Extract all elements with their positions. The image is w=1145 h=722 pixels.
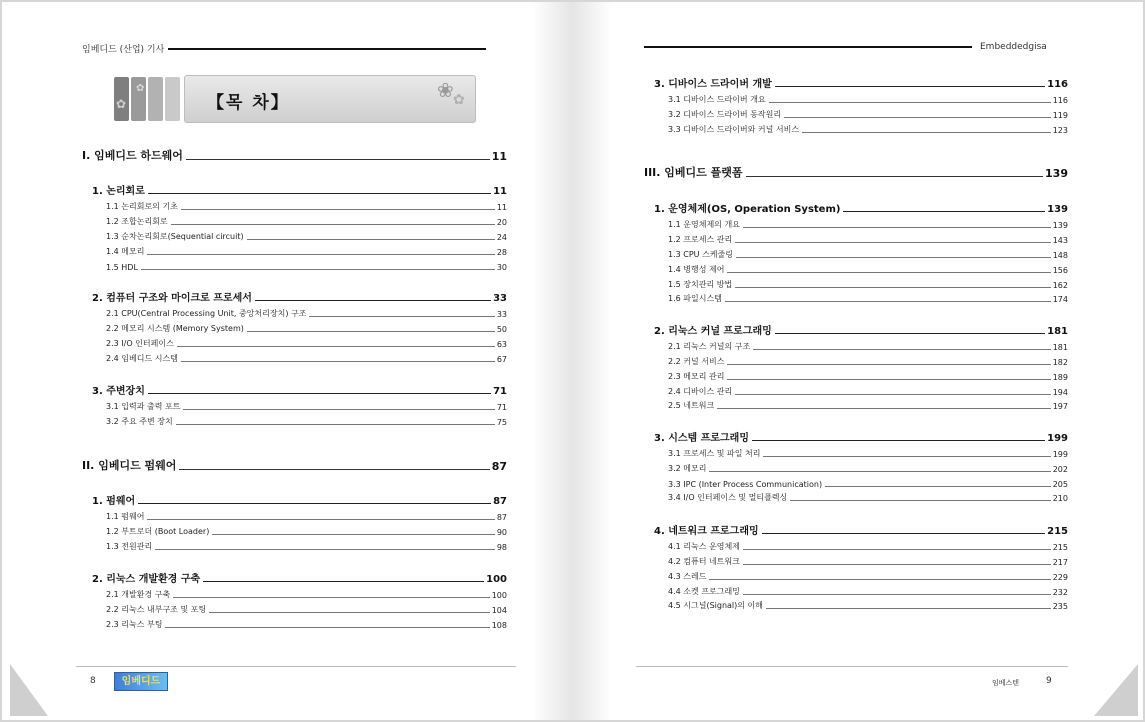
toc-entry-page: 215 [1052, 543, 1068, 552]
toc-entry-sec[interactable] [106, 619, 507, 630]
book-spread [2, 2, 1143, 720]
toc-leader-line [843, 211, 1045, 212]
running-head-rule [168, 48, 486, 50]
toc-entry-page: 139 [1052, 221, 1068, 230]
toc-leader-line [181, 209, 495, 210]
footer-rule [636, 666, 1068, 667]
toc-entry-title: 3. 디바이스 드라이버 개발 [654, 79, 772, 90]
toc-leader-line [147, 519, 494, 520]
toc-banner [112, 75, 476, 123]
toc-leader-line [148, 193, 491, 194]
toc-entry-sec[interactable] [106, 353, 507, 364]
toc-entry-sec[interactable] [668, 400, 1068, 411]
toc-entry-title: 1.1 운영체제의 개요 [668, 220, 740, 229]
toc-leader-line [709, 579, 1050, 580]
toc-entry-title: 1. 펌웨어 [92, 496, 136, 507]
toc-entry-title: 1.3 전원관리 [106, 542, 153, 551]
toc-entry-page: 116 [1052, 96, 1068, 105]
toc-entry-title: 3.1 입력과 출력 포트 [106, 402, 181, 411]
toc-entry-sec[interactable] [106, 541, 507, 552]
toc-entry-title: 1.6 파일시스템 [668, 294, 722, 303]
toc-leader-line [784, 117, 1051, 118]
toc-leader-line [147, 254, 494, 255]
toc-entry-page: 181 [1052, 343, 1068, 352]
toc-entry-page: 215 [1047, 526, 1068, 537]
toc-leader-line [743, 594, 1051, 595]
toc-leader-line [746, 176, 1044, 177]
toc-entry-part[interactable] [644, 166, 1068, 180]
toc-entry-title: 4.4 소켓 프로그래밍 [668, 587, 740, 596]
toc-entry-title: 2.3 리눅스 부팅 [106, 620, 163, 629]
toc-entry-title: 3.1 디바이스 드라이버 개요 [668, 95, 766, 104]
toc-entry-title: 2.4 디바이스 관리 [668, 387, 733, 396]
running-head-text: Embeddedgisa [980, 42, 1047, 52]
toc-entry-sec[interactable] [668, 264, 1068, 275]
toc-leader-line [171, 224, 495, 225]
toc-leader-line [177, 346, 495, 347]
toc-leader-line [775, 333, 1045, 334]
toc-leader-line [176, 424, 495, 425]
toc-entry-page: 30 [496, 263, 507, 272]
toc-entry-sec[interactable] [668, 94, 1068, 105]
toc-entry-sec[interactable] [106, 216, 507, 227]
toc-entry-sec[interactable] [668, 371, 1068, 382]
toc-leader-line [138, 503, 491, 504]
banner-tab [148, 77, 163, 121]
toc-entry-page: 104 [491, 606, 507, 615]
toc-entry-title: 1.2 프로세스 관리 [668, 235, 733, 244]
toc-entry-title: 3.3 IPC (Inter Process Communication) [668, 480, 823, 489]
toc-entry-sec[interactable] [668, 600, 1068, 611]
toc-entry-page: 143 [1052, 236, 1068, 245]
toc-entry-chap[interactable] [654, 324, 1068, 337]
toc-entry-title: 4.1 리눅스 운영체제 [668, 542, 740, 551]
toc-title-bar [184, 75, 476, 123]
toc-entry-title: 1. 운영체제(OS, Operation System) [654, 204, 841, 215]
toc-leader-line [752, 440, 1045, 441]
flower-icon: ❀ [437, 78, 454, 102]
toc-leader-line [173, 597, 490, 598]
toc-entry-sec[interactable] [106, 338, 507, 349]
toc-entry-sec[interactable] [668, 386, 1068, 397]
toc-entry-page: 87 [491, 460, 507, 473]
toc-leader-line [141, 269, 495, 270]
banner-tab [165, 77, 180, 121]
toc-leader-line [709, 471, 1050, 472]
toc-entry-page: 24 [496, 233, 507, 242]
toc-entry-page: 11 [493, 186, 507, 197]
toc-entry-page: 217 [1052, 558, 1068, 567]
toc-entry-title: 1.5 HDL [106, 263, 138, 272]
toc-entry-title: 3.4 I/O 인터페이스 및 멀티플렉싱 [668, 493, 788, 502]
toc-entry-title: 2.1 개발환경 구축 [106, 590, 171, 599]
toc-entry-sec[interactable] [668, 448, 1068, 459]
running-head-text: 임베디드 (산업) 기사 [82, 45, 165, 55]
toc-entry-page: 75 [496, 418, 507, 427]
publisher-logo: 임베디드 [114, 672, 168, 691]
toc-entry-chap[interactable] [92, 184, 507, 197]
toc-leader-line [247, 331, 495, 332]
toc-leader-line [763, 456, 1050, 457]
toc-leader-line [309, 316, 494, 317]
toc-entry-chap[interactable] [654, 202, 1068, 215]
toc-entry-page: 108 [491, 621, 507, 630]
footer-rule [76, 666, 516, 667]
toc-entry-page: 11 [491, 150, 507, 163]
toc-entry-chap[interactable] [92, 572, 507, 585]
toc-entry-title: 2.2 리눅스 내부구조 및 포팅 [106, 605, 207, 614]
toc-leader-line [775, 86, 1045, 87]
toc-entry-page: 100 [486, 574, 507, 585]
toc-entry-title: 1.2 조합논리회로 [106, 217, 168, 226]
toc-entry-page: 28 [496, 248, 507, 257]
toc-entry-title: 1.4 메모리 [106, 247, 145, 256]
toc-entry-title: 2.3 I/O 인터페이스 [106, 339, 174, 348]
toc-entry-page: 189 [1052, 373, 1068, 382]
toc-entry-page: 33 [496, 310, 507, 319]
toc-entry-chap[interactable] [654, 431, 1068, 444]
toc-entry-sec[interactable] [668, 463, 1068, 474]
toc-entry-sec[interactable] [106, 416, 507, 427]
toc-entry-page: 181 [1047, 326, 1068, 337]
toc-leader-line [725, 301, 1051, 302]
toc-entry-page: 139 [1045, 167, 1068, 180]
toc-entry-title: 3.2 주요 주변 장치 [106, 417, 173, 426]
toc-leader-line [735, 287, 1051, 288]
toc-entry-page: 50 [496, 325, 507, 334]
toc-leader-line [247, 239, 495, 240]
toc-entry-page: 235 [1052, 602, 1068, 611]
running-head-left [82, 42, 486, 55]
toc-leader-line [735, 242, 1051, 243]
gutter-shadow [532, 2, 572, 720]
toc-entry-page: 71 [496, 403, 507, 412]
page-curl-left[interactable] [10, 664, 48, 716]
toc-entry-sec[interactable] [106, 589, 507, 600]
toc-entry-chap[interactable] [92, 384, 507, 397]
toc-entry-sec[interactable] [106, 323, 507, 334]
toc-leader-line [790, 500, 1050, 501]
toc-entry-sec[interactable] [668, 492, 1068, 503]
toc-entry-page: 139 [1047, 204, 1068, 215]
toc-entry-page: 162 [1052, 281, 1068, 290]
toc-entry-part[interactable] [82, 459, 507, 473]
toc-leader-line [727, 364, 1050, 365]
toc-entry-title: 1.3 순차논리회로(Sequential circuit) [106, 232, 244, 241]
toc-entry-title: 1. 논리회로 [92, 186, 145, 197]
toc-leader-line [179, 469, 489, 470]
toc-entry-title: 3.3 디바이스 드라이버와 커널 서비스 [668, 125, 800, 134]
toc-leader-line [255, 300, 491, 301]
toc-leader-line [769, 102, 1051, 103]
toc-entry-page: 148 [1052, 251, 1068, 260]
toc-entry-page: 100 [491, 591, 507, 600]
toc-entry-title: 1.5 장치관리 방법 [668, 280, 733, 289]
toc-entry-page: 90 [496, 528, 507, 537]
toc-leader-line [743, 549, 1051, 550]
toc-entry-page: 199 [1047, 433, 1068, 444]
toc-entry-page: 205 [1052, 480, 1068, 489]
toc-entry-title: 2.1 CPU(Central Processing Unit, 중앙처리장치) 구조 [106, 309, 307, 318]
toc-entry-sec[interactable] [106, 246, 507, 257]
toc-entry-title: 4.5 시그널(Signal)의 이해 [668, 601, 763, 610]
toc-entry-title: 3. 주변장치 [92, 386, 145, 397]
toc-entry-sec[interactable] [106, 308, 507, 319]
toc-entry-title: III. 임베디드 플랫폼 [644, 166, 743, 179]
toc-leader-line [727, 379, 1050, 380]
toc-entry-title: 1.4 병행성 제어 [668, 265, 725, 274]
toc-entry-part[interactable] [82, 149, 507, 163]
toc-leader-line [802, 132, 1051, 133]
toc-entry-page: 199 [1052, 450, 1068, 459]
toc-entry-page: 229 [1052, 573, 1068, 582]
toc-leader-line [717, 408, 1051, 409]
running-head-rule [644, 46, 972, 48]
toc-leader-line [183, 409, 494, 410]
toc-entry-title: 2.5 네트워크 [668, 401, 715, 410]
flower-icon: ✿ [136, 83, 145, 94]
toc-entry-sec[interactable] [106, 261, 507, 272]
toc-entry-page: 87 [496, 513, 507, 522]
toc-entry-title: 4. 네트워크 프로그래밍 [654, 526, 759, 537]
toc-entry-page: 182 [1052, 358, 1068, 367]
toc-entry-sec[interactable] [668, 356, 1068, 367]
toc-entry-title: 1.2 부트로더 (Boot Loader) [106, 527, 210, 536]
toc-title: 【목 차】 [207, 93, 290, 113]
toc-entry-page: 11 [496, 203, 507, 212]
flower-icon: ✿ [453, 92, 465, 108]
toc-leader-line [209, 612, 490, 613]
toc-entry-title: II. 임베디드 펌웨어 [82, 459, 177, 472]
toc-entry-sec[interactable] [668, 541, 1068, 552]
toc-entry-title: I. 임베디드 하드웨어 [82, 149, 183, 162]
toc-entry-title: 1.3 CPU 스케줄링 [668, 250, 733, 259]
toc-entry-sec[interactable] [106, 231, 507, 242]
page-number: 8 [90, 676, 96, 686]
toc-leader-line [766, 608, 1051, 609]
toc-entry-page: 20 [496, 218, 507, 227]
toc-leader-line [155, 549, 495, 550]
toc-entry-title: 1.1 펌웨어 [106, 512, 145, 521]
toc-entry-sec[interactable] [668, 586, 1068, 597]
toc-entry-title: 3.1 프로세스 및 파일 처리 [668, 449, 761, 458]
toc-leader-line [212, 534, 494, 535]
toc-leader-line [203, 581, 484, 582]
toc-entry-sec[interactable] [106, 604, 507, 615]
toc-entry-title: 2. 리눅스 커널 프로그래밍 [654, 326, 772, 337]
gutter-shadow [572, 2, 612, 720]
toc-entry-page: 202 [1052, 465, 1068, 474]
toc-leader-line [181, 361, 495, 362]
toc-leader-line [186, 159, 490, 160]
toc-entry-title: 2. 컴퓨터 구조와 마이크로 프로세서 [92, 293, 252, 304]
toc-entry-page: 116 [1047, 79, 1068, 90]
toc-leader-line [736, 257, 1051, 258]
flower-icon: ✿ [116, 97, 127, 111]
left-page [2, 2, 572, 720]
toc-entry-page: 210 [1052, 494, 1068, 503]
toc-entry-sec[interactable] [106, 201, 507, 212]
toc-entry-sec[interactable] [668, 279, 1068, 290]
toc-leader-line [165, 627, 489, 628]
toc-entry-sec[interactable] [668, 293, 1068, 304]
toc-entry-page: 71 [493, 386, 507, 397]
toc-leader-line [148, 393, 491, 394]
toc-entry-page: 33 [493, 293, 507, 304]
toc-leader-line [743, 564, 1051, 565]
toc-entry-sec[interactable] [668, 341, 1068, 352]
toc-entry-title: 3.2 메모리 [668, 464, 707, 473]
toc-entry-sec[interactable] [668, 571, 1068, 582]
toc-entry-title: 3.2 디바이스 드라이버 동작원리 [668, 110, 782, 119]
toc-entry-title: 2.3 메모리 관리 [668, 372, 725, 381]
toc-entry-sec[interactable] [668, 124, 1068, 135]
right-page [572, 2, 1143, 720]
toc-entry-sec[interactable] [668, 234, 1068, 245]
toc-entry-title: 4.2 컴퓨터 네트워크 [668, 557, 740, 566]
toc-entry-title: 2.1 리눅스 커널의 구조 [668, 342, 751, 351]
toc-entry-page: 197 [1052, 402, 1068, 411]
toc-entry-sec[interactable] [668, 556, 1068, 567]
toc-entry-page: 174 [1052, 295, 1068, 304]
brand-label: 임베스텐 [992, 679, 1020, 687]
toc-leader-line [753, 349, 1051, 350]
toc-entry-chap[interactable] [654, 77, 1068, 90]
toc-leader-line [762, 533, 1045, 534]
page-number: 9 [1046, 676, 1052, 686]
toc-entry-page: 87 [493, 496, 507, 507]
toc-entry-chap[interactable] [92, 291, 507, 304]
toc-entry-page: 194 [1052, 388, 1068, 397]
toc-entry-page: 67 [496, 355, 507, 364]
toc-leader-line [825, 486, 1051, 487]
toc-entry-title: 3. 시스템 프로그래밍 [654, 433, 749, 444]
toc-entry-page: 156 [1052, 266, 1068, 275]
toc-entry-sec[interactable] [106, 526, 507, 537]
toc-entry-page: 232 [1052, 588, 1068, 597]
toc-entry-title: 2. 리눅스 개발환경 구축 [92, 574, 201, 585]
running-head-right [644, 42, 1047, 52]
toc-entry-page: 119 [1052, 111, 1068, 120]
toc-entry-page: 63 [496, 340, 507, 349]
toc-entry-title: 1.1 논리회로의 기초 [106, 202, 178, 211]
toc-entry-title: 2.4 임베디드 시스템 [106, 354, 178, 363]
toc-entry-page: 98 [496, 543, 507, 552]
toc-entry-sec[interactable] [668, 219, 1068, 230]
toc-entry-sec[interactable] [668, 478, 1068, 489]
toc-leader-line [743, 227, 1051, 228]
toc-leader-line [727, 272, 1050, 273]
toc-entry-title: 2.2 메모리 시스템 (Memory System) [106, 324, 244, 333]
toc-entry-sec[interactable] [668, 249, 1068, 260]
toc-entry-sec[interactable] [106, 401, 507, 412]
toc-entry-page: 123 [1052, 126, 1068, 135]
toc-entry-chap[interactable] [654, 524, 1068, 537]
toc-leader-line [735, 394, 1051, 395]
toc-entry-title: 2.2 커널 서비스 [668, 357, 725, 366]
toc-entry-sec[interactable] [106, 511, 507, 522]
toc-entry-chap[interactable] [92, 494, 507, 507]
toc-entry-title: 4.3 스레드 [668, 572, 707, 581]
page-curl-right[interactable] [1094, 664, 1138, 716]
toc-entry-sec[interactable] [668, 109, 1068, 120]
